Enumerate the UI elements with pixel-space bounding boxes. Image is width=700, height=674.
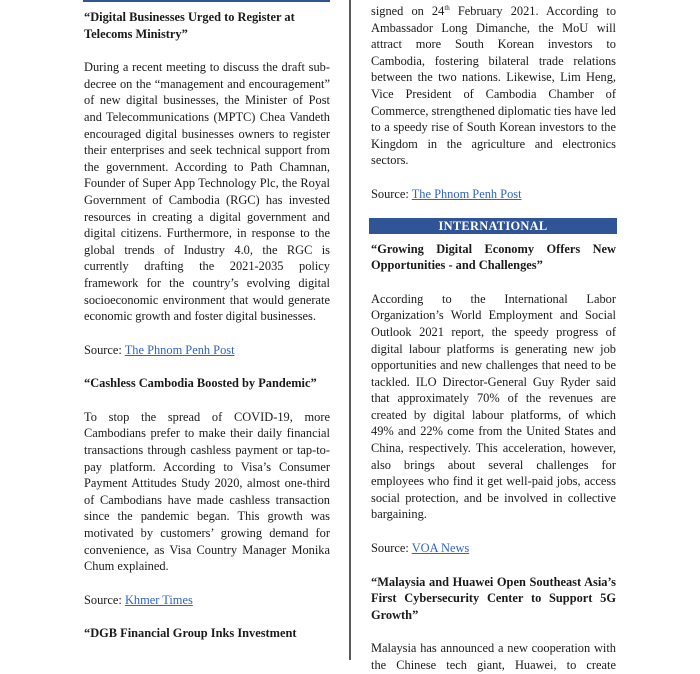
article-body: Malaysia has announced a new cooperation with the Chinese tech giant, Huawei, to create: [371, 641, 616, 672]
article-body: signed on 24th February 2021. According to Ambassador Long Dimanche, the MoU will attract more South Korean investors to Cambodia, fostering bilateral trade relations between the two nations. Likewise, Lim Heng, Vice President of Cambodia Chamber of Commerce, strengthened diplomatic ties have led to a speedy rise of South Korean investors to the Kingdom in the agriculture and electronics sectors.: [371, 3, 617, 168]
article-body: To stop the spread of COVID-19, more Cambodians prefer to make their daily financial transactions through cashless payment or tap-to-pay platform. According to Visa’s Consumer Payment Attitudes Study 2020, almost one-third of Cambodians have made cashless transaction since the pandemic began. This growth was motivated by customers’ growing demand for convenience, as Visa Country Manager Monika Chum explained.: [84, 409, 330, 574]
article-headline: “DGB Financial Group Inks Investment: [84, 626, 297, 641]
source-link[interactable]: VOA News: [411, 541, 470, 556]
section-header-bar: [83, 0, 330, 2]
source-link[interactable]: Khmer Times: [124, 592, 193, 607]
section-title-international: INTERNATIONAL: [369, 218, 617, 234]
source-label: Source:: [84, 592, 125, 607]
source-label: Source:: [371, 186, 412, 201]
source-label: Source:: [371, 541, 412, 556]
article-source: [84, 342, 330, 359]
article-headline: “Malaysia and Huawei Open Southeast Asia’s First Cybersecurity Center to Support 5G Growth”: [371, 574, 616, 622]
column-divider: [349, 0, 351, 660]
article-source: [84, 592, 330, 609]
source-label: Source:: [84, 342, 125, 357]
source-link[interactable]: The Phnom Penh Post: [124, 342, 235, 357]
left-column: [84, 9, 330, 642]
article-source: [371, 540, 616, 557]
article-headline: “Digital Businesses Urged to Register at Telecoms Ministry”: [84, 10, 295, 41]
right-column: [371, 3, 616, 674]
article-source: [371, 186, 616, 203]
article-headline: “Growing Digital Economy Offers New Opportunities - and Challenges”: [371, 241, 616, 273]
article-body: During a recent meeting to discuss the draft sub-decree on the “management and encouragement” of new digital businesses, the Minister of Post and Telecommunications (MPTC) Chea Vandeth encouraged digital businesses owners to register their enterprises and seek technical support from the government. According to Path Chamnan, Founder of Super App Technology Plc, the Royal Government of Cambodia (RGC) has invested resources in creating a digital government and digital citizens. Furthermore, in response to the global trends of Industry 4.0, the RGC is currently drafting the 2021-2035 policy framework for the country’s evolving digital socioeconomic environment that would generate economic growth and foster digital businesses.: [84, 60, 330, 324]
source-link[interactable]: The Phnom Penh Post: [411, 186, 522, 201]
article-headline: “Cashless Cambodia Boosted by Pandemic”: [84, 376, 317, 391]
article-body: According to the International Labor Organization’s World Employment and Social Outlook 2021 report, the speedy progress of digital labour platforms is generating new job opportunities and new challenges that need to be tackled. ILO Director-General Guy Ryder said that approximately 70% of the revenues are created by digital labour platforms, of which 49% and 22% come from the United States and China, respectively. This acceleration, however, also brings about several challenges for employees who find it get well-paid jobs, access social protection, and be involved in collective bargaining.: [371, 291, 616, 522]
